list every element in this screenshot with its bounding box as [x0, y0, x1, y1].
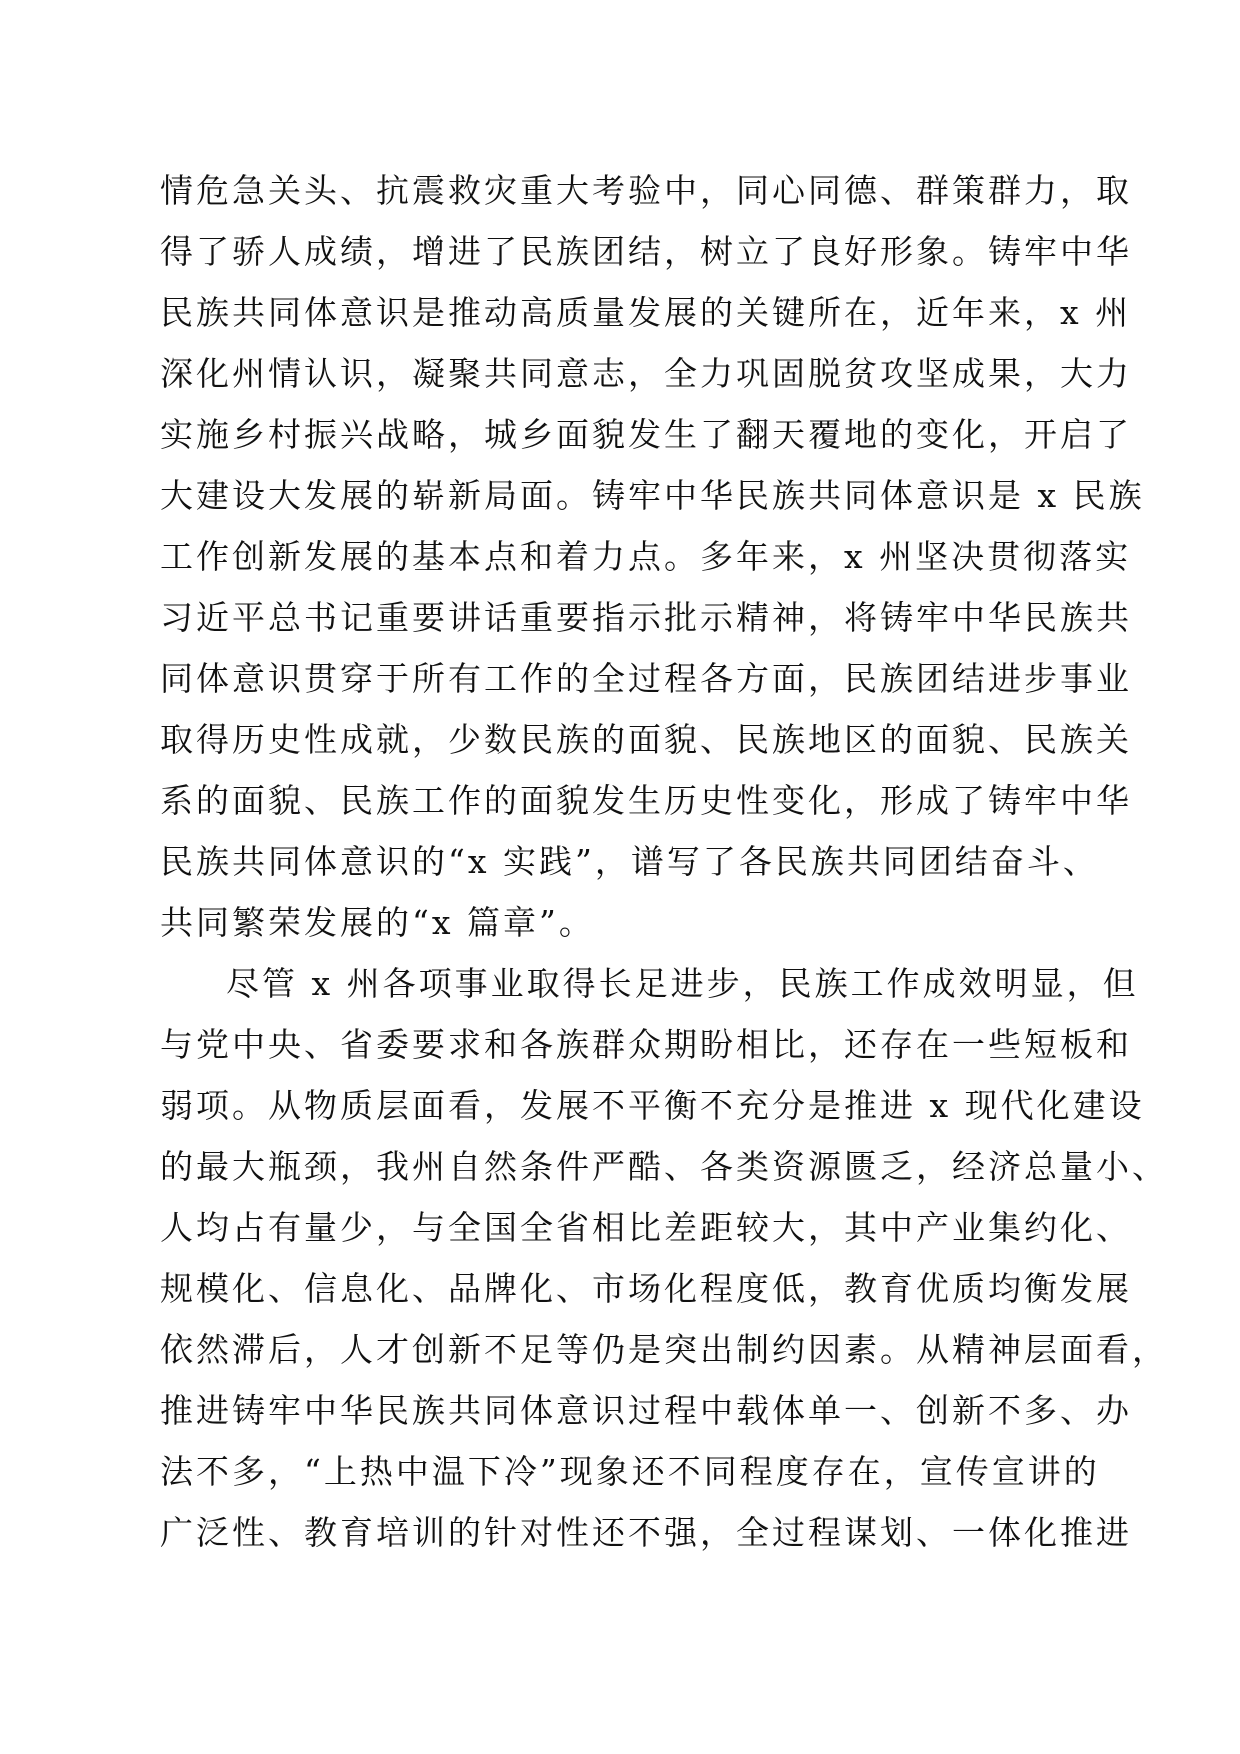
paragraph-1-line-12: 民族共同体意识的“x 实践”，谱写了各民族共同团结奋斗、: [160, 842, 1099, 881]
paragraph-1-line-7: 工作创新发展的基本点和着力点。多年来，x 州坚决贯彻落实: [160, 537, 1132, 576]
paragraph-1-line-9: 同体意识贯穿于所有工作的全过程各方面，民族团结进步事业: [160, 659, 1132, 698]
paragraph-2-line-4: 的最大瓶颈，我州自然条件严酷、各类资源匮乏，经济总量小、: [160, 1147, 1168, 1186]
paragraph-2-line-7: 依然滞后，人才创新不足等仍是突出制约因素。从精神层面看，: [160, 1330, 1168, 1369]
paragraph-2-line-5: 人均占有量少，与全国全省相比差距较大，其中产业集约化、: [160, 1208, 1132, 1247]
paragraph-2-line-6: 规模化、信息化、品牌化、市场化程度低，教育优质均衡发展: [160, 1269, 1132, 1308]
paragraph-2-line-1: 尽管 x 州各项事业取得长足进步，民族工作成效明显，但: [226, 964, 1139, 1003]
paragraph-1-line-3: 民族共同体意识是推动高质量发展的关键所在，近年来，x 州: [160, 293, 1132, 332]
paragraph-1-line-1: 情危急关头、抗震救灾重大考验中，同心同德、群策群力，取: [160, 171, 1132, 210]
paragraph-1-line-5: 实施乡村振兴战略，城乡面貌发生了翻天覆地的变化，开启了: [160, 415, 1132, 454]
paragraph-1-line-6: 大建设大发展的崭新局面。铸牢中华民族共同体意识是 x 民族: [160, 476, 1145, 515]
paragraph-2-line-3: 弱项。从物质层面看，发展不平衡不充分是推进 x 现代化建设: [160, 1086, 1145, 1125]
paragraph-2-line-8: 推进铸牢中华民族共同体意识过程中载体单一、创新不多、办: [160, 1391, 1132, 1430]
paragraph-2-line-2: 与党中央、省委要求和各族群众期盼相比，还存在一些短板和: [160, 1025, 1132, 1064]
paragraph-1-line-8: 习近平总书记重要讲话重要指示批示精神，将铸牢中华民族共: [160, 598, 1132, 637]
paragraph-2-line-9: 法不多，“上热中温下冷”现象还不同程度存在，宣传宣讲的: [160, 1452, 1100, 1491]
paragraph-1-line-10: 取得历史性成就，少数民族的面貌、民族地区的面貌、民族关: [160, 720, 1132, 759]
paragraph-2-line-10: 广泛性、教育培训的针对性还不强，全过程谋划、一体化推进: [160, 1513, 1132, 1552]
paragraph-1-line-13: 共同繁荣发展的“x 篇章”。: [160, 903, 595, 942]
paragraph-1-line-11: 系的面貌、民族工作的面貌发生历史性变化，形成了铸牢中华: [160, 781, 1132, 820]
paragraph-1-line-2: 得了骄人成绩，增进了民族团结，树立了良好形象。铸牢中华: [160, 232, 1132, 271]
paragraph-1-line-4: 深化州情认识，凝聚共同意志，全力巩固脱贫攻坚成果，大力: [160, 354, 1132, 393]
